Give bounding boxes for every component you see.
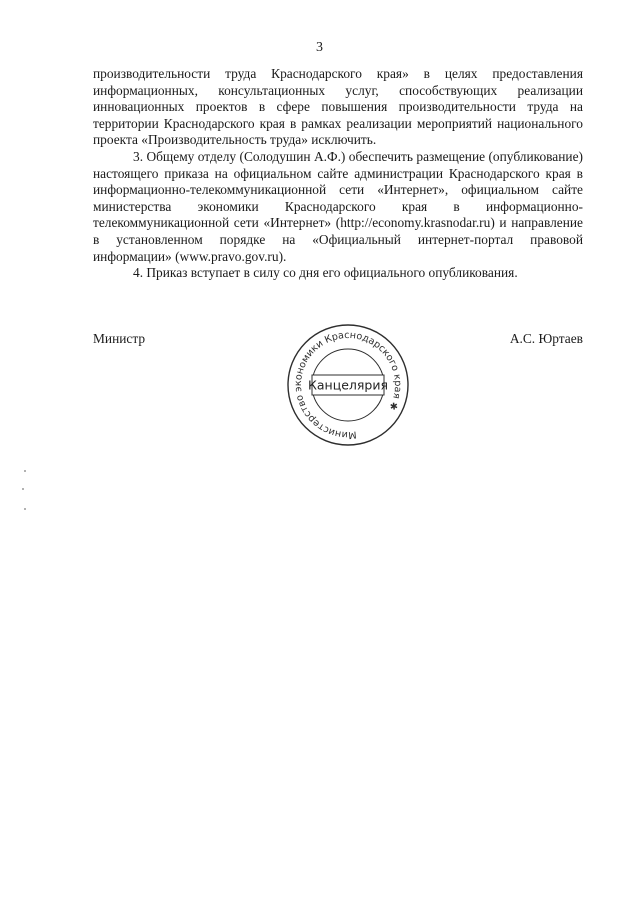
stamp-ring-text: Министерство экономики Краснодарского края ✱ [292,329,404,441]
stamp-seal-graphic [283,320,413,450]
paragraph-item-3: 3. Общему отделу (Солодушин А.Ф.) обеспечить размещение (опубликование) настоящего приказа на официальном сайте администрации Краснодарского края в информационно-телекоммуникационной сети «Интернет», официальном сайте министерства экономики Краснодарского края в информационно-телекоммуникационной сети «Интернет» (http://economy.krasnodar.ru) и направление в установленном порядке на «Официальный интернет-портал правовой информации» (www.pravo.gov.ru). [93,148,583,264]
page-number: 3 [316,40,323,55]
scan-speck [24,508,26,510]
scan-speck [24,470,26,472]
scan-speck [22,488,24,490]
signer-title: Министр [93,331,146,346]
paragraph-continuation: производительности труда Краснодарского края» в целях предоставления информационных, консультационных услуг, способствующих реализации инновационных проектов в сфере повышения производительности труда на территории Краснодарского края в рамках реализации мероприятий национального проекта «Производительность труда» исключить. [93,66,583,148]
document-body [93,66,583,282]
signer-name: А.С. Юртаев [509,331,583,346]
stamp-center-text: Канцелярия [308,377,388,393]
office-stamp [283,320,413,450]
paragraph-item-4: 4. Приказ вступает в силу со дня его официального опубликования. [133,265,518,281]
